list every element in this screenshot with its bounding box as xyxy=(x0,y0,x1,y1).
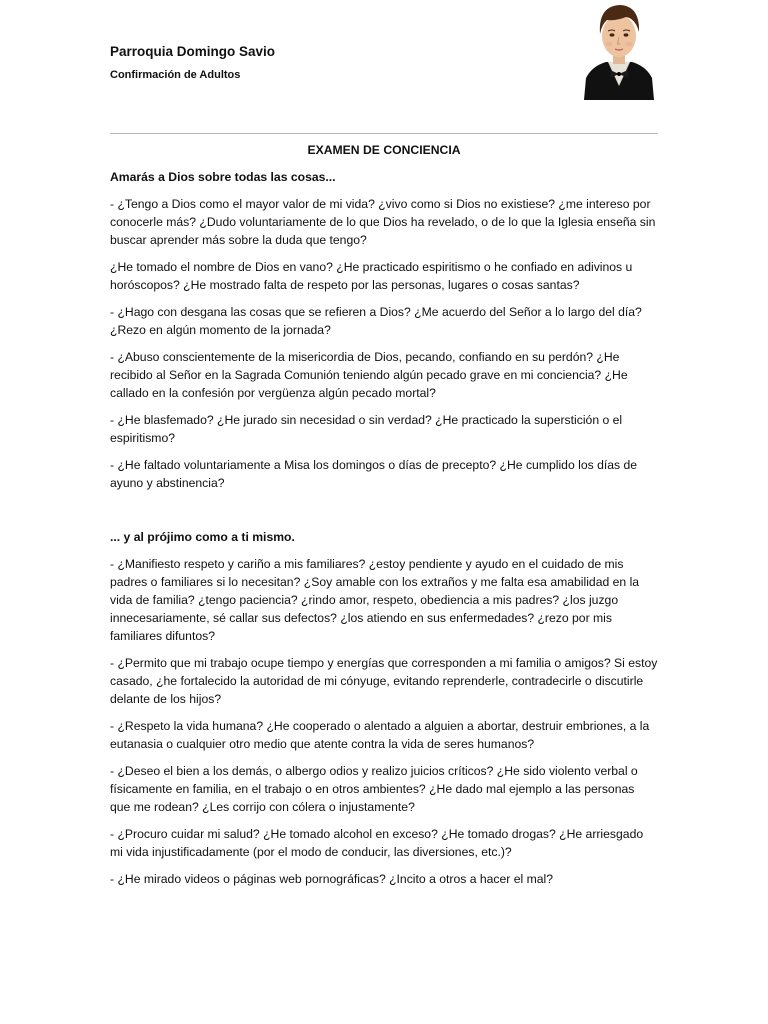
section-spacer xyxy=(110,501,658,528)
paragraph: - ¿He blasfemado? ¿He jurado sin necesidad o sin verdad? ¿He practicado la superstición o el espiritismo? xyxy=(110,413,623,445)
paragraph: - ¿He mirado videos o páginas web pornográficas? ¿Incito a otros a hacer el mal? xyxy=(110,872,554,886)
paragraph: - ¿He faltado voluntariamente a Misa los domingos o días de precepto? ¿He cumplido los días de ayuno y abstinencia? xyxy=(110,458,638,490)
header-divider xyxy=(110,133,658,134)
paragraph: - ¿Hago con desgana las cosas que se refieren a Dios? ¿Me acuerdo del Señor a lo largo del día? ¿Rezo en algún momento de la jornada? xyxy=(110,305,642,337)
paragraph: - ¿Manifiesto respeto y cariño a mis familiares? ¿estoy pendiente y ayudo en el cuidado de mis padres o familiares si lo necesitan? ¿Soy amable con los extraños y me falta esa amabilidad en la vida de familia? ¿tengo paciencia? ¿rindo amor, respeto, obediencia a mis padres? ¿los juzgo innecesariamente, sé callar sus defectos? ¿los atiendo en sus enfermedades? ¿rezo por mis familiares difuntos? xyxy=(110,557,640,643)
document-header xyxy=(110,44,275,81)
paragraph: - ¿Respeto la vida humana? ¿He cooperado o alentado a alguien a abortar, destruir embriones, a la eutanasia o cualquier otro medio que atente contra la vida de seres humanos? xyxy=(110,719,650,751)
document-body xyxy=(110,141,658,897)
document-title: EXAMEN DE CONCIENCIA xyxy=(307,143,461,157)
paragraph: - ¿Permito que mi trabajo ocupe tiempo y energías que corresponden a mi familia o amigos? Si estoy casado, ¿he fortalecido la autoridad de mi cónyuge, evitando reprenderle, contradecirle o discutirle delante de los hijos? xyxy=(110,656,658,706)
saint-portrait-icon xyxy=(582,0,656,100)
paragraph: - ¿Abuso conscientemente de la misericordia de Dios, pecando, confiando en su perdón? ¿He recibido al Señor en la Sagrada Comunión teniendo algún pecado grave en mi conciencia? ¿He callado en la confesión por vergüenza algún pecado mortal? xyxy=(110,350,628,400)
program-name: Confirmación de Adultos xyxy=(110,69,241,81)
paragraph: - ¿Deseo el bien a los demás, o albergo odios y realizo juicios críticos? ¿He sido violento verbal o físicamente en familia, en el trabajo o en otros ambientes? ¿He dado mal ejemplo a las personas que me rodean? ¿Les corrijo con cólera o injustamente? xyxy=(110,764,638,814)
parish-name: Parroquia Domingo Savio xyxy=(110,44,276,59)
paragraph: - ¿Tengo a Dios como el mayor valor de mi vida? ¿vivo como si Dios no existiese? ¿me intereso por conocerle más? ¿Dudo voluntariamente de lo que Dios ha revelado, o de lo que la Iglesia enseña sin buscar aprender más sobre la duda que tengo? xyxy=(110,197,656,247)
paragraph: - ¿Procuro cuidar mi salud? ¿He tomado alcohol en exceso? ¿He tomado drogas? ¿He arriesgado mi vida injustificadamente (por el modo de conducir, las diversiones, etc.)? xyxy=(110,827,644,859)
section-heading-god: Amarás a Dios sobre todas las cosas... xyxy=(110,170,336,184)
section-heading-neighbor: ... y al prójimo como a ti mismo. xyxy=(110,530,295,544)
paragraph: ¿He tomado el nombre de Dios en vano? ¿He practicado espiritismo o he confiado en adivinos u horóscopos? ¿He mostrado falta de respeto por las personas, lugares o cosas santas? xyxy=(110,260,633,292)
